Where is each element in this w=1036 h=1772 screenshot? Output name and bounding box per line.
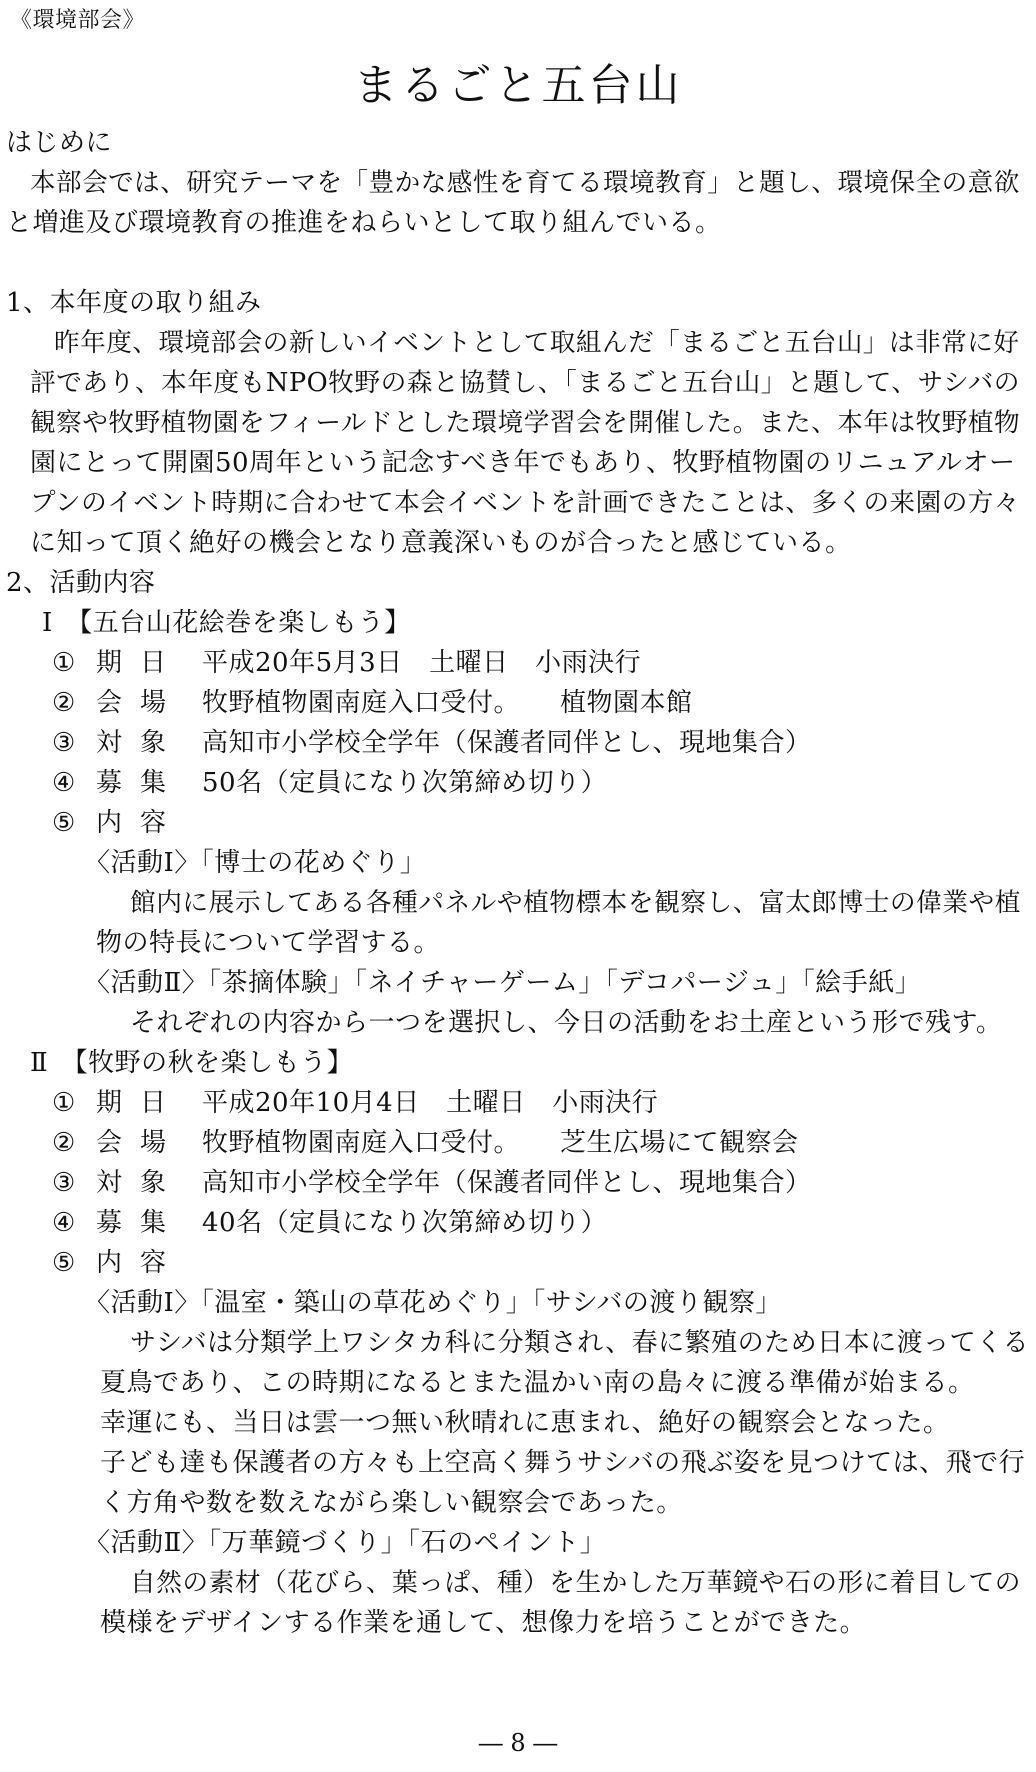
section1-line: 観察や牧野植物園をフィールドとした環境学習会を開催した。また、本年は牧野植物 (30, 408, 1021, 438)
section1-line: プンのイベント時期に合わせて本会イベントを計画できたことは、多くの来園の方々 (30, 488, 1020, 518)
item-value: 牧野植物園南庭入口受付。 芝生広場にて観察会 (202, 1128, 799, 1158)
item-number: ④ (52, 768, 76, 798)
item-key: 募集 (96, 768, 185, 798)
item-number: ③ (52, 728, 76, 758)
intro-line: 本部会では、研究テーマを「豊かな感性を育てる環境教育」と題し、環境保全の意欲 (30, 168, 1020, 198)
item-number: ① (52, 1088, 76, 1118)
item-number: ④ (52, 1208, 76, 1238)
event1-activity2-heading: 〈活動Ⅱ〉「茶摘体験」「ネイチャーゲーム」「デコパージュ」「絵手紙」 (84, 968, 922, 998)
item-key: 期日 (96, 1088, 185, 1118)
section1-line: 園にとって開園50周年という記念すべき年でもあり、牧野植物園のリニュアルオー (30, 448, 1016, 478)
event2-activity1-line: 夏鳥であり、この時期になるとまた温かい南の島々に渡る準備が始まる。 (100, 1368, 975, 1398)
page-title: まるごと五台山 (353, 60, 683, 111)
event2-heading: Ⅱ 【牧野の秋を楽しもう】 (30, 1048, 354, 1078)
item-value: 牧野植物園南庭入口受付。 植物園本館 (202, 688, 693, 718)
event1-heading: Ⅰ 【五台山花絵巻を楽しもう】 (42, 608, 411, 638)
event1-activity1-line: 物の特長について学習する。 (96, 928, 440, 958)
section2-heading: 2、活動内容 (6, 568, 156, 598)
event2-activity1-line: サシバは分類学上ワシタカ科に分類され、春に繁殖のため日本に渡ってくる (130, 1328, 1030, 1358)
item-value: 平成20年5月3日 土曜日 小雨決行 (202, 648, 642, 678)
event2-item-content (52, 1246, 202, 1280)
event2-activity2-line: 自然の素材（花びら、葉っぱ、種）を生かした万華鏡や石の形に着目しての (130, 1568, 1021, 1598)
section1-line: 評であり、本年度もNPO牧野の森と協賛し、「まるごと五台山」と題して、サシバの (30, 368, 1020, 398)
item-value: 40名（定員になり次第締め切り） (202, 1208, 608, 1238)
event1-activity2-line: それぞれの内容から一つを選択し、今日の活動をお土産という形で残す。 (130, 1008, 1003, 1038)
item-number: ② (52, 688, 76, 718)
item-key: 対象 (96, 1168, 185, 1198)
intro-heading: はじめに (6, 128, 113, 158)
event2-activity1-heading: 〈活動Ⅰ〉「温室・築山の草花めぐり」「サシバの渡り観察」 (84, 1288, 782, 1318)
event2-activity1-line: く方角や数を数えながら楽しい観察会であった。 (100, 1488, 683, 1518)
event1-item-content (52, 806, 202, 840)
item-key: 期日 (96, 648, 185, 678)
section1-heading: 1、本年度の取り組み (6, 288, 262, 318)
section1-line: に知って頂く絶好の機会となり意義深いものが合ったと感じている。 (30, 528, 852, 558)
item-key: 内容 (96, 1248, 185, 1278)
item-number: ⑤ (52, 808, 76, 838)
event1-item-recruit (52, 766, 607, 800)
section1-line: 昨年度、環境部会の新しいイベントとして取組んだ「まるごと五台山」は非常に好 (54, 328, 1020, 358)
event2-item-recruit (52, 1206, 607, 1240)
event1-activity1-line: 館内に展示してある各種パネルや植物標本を観察し、富太郎博士の偉業や植 (130, 888, 1021, 918)
item-key: 会場 (96, 688, 185, 718)
item-value: 50名（定員になり次第締め切り） (202, 768, 608, 798)
item-number: ② (52, 1128, 76, 1158)
event1-item-target (52, 726, 812, 760)
event2-item-target (52, 1166, 812, 1200)
item-value: 高知市小学校全学年（保護者同伴とし、現地集合） (202, 728, 812, 758)
event2-item-date (52, 1086, 658, 1120)
intro-line: と増進及び環境教育の推進をねらいとして取り組んでいる。 (6, 208, 722, 238)
event1-activity1-heading: 〈活動Ⅰ〉「博士の花めぐり」 (84, 848, 427, 878)
item-key: 募集 (96, 1208, 185, 1238)
item-key: 会場 (96, 1128, 185, 1158)
event2-activity2-heading: 〈活動Ⅱ〉「万華鏡づくり」「石のペイント」 (84, 1528, 607, 1558)
item-number: ⑤ (52, 1248, 76, 1278)
event2-activity1-line: 子ども達も保護者の方々も上空高く舞うサシバの飛ぶ姿を見つけては、飛で行 (100, 1448, 1026, 1478)
item-number: ③ (52, 1168, 76, 1198)
section-tag: 《環境部会》 (10, 8, 146, 33)
event1-item-date (52, 646, 641, 680)
event2-activity2-line: 模様をデザインする作業を通して、想像力を培うことができた。 (100, 1608, 867, 1638)
page-number: ― 8 ― (478, 1729, 558, 1757)
event2-activity1-line: 幸運にも、当日は雲一つ無い秋晴れに恵まれ、絶好の観察会となった。 (100, 1408, 950, 1438)
item-number: ① (52, 648, 76, 678)
item-key: 対象 (96, 728, 185, 758)
item-value: 高知市小学校全学年（保護者同伴とし、現地集合） (202, 1168, 812, 1198)
event1-item-venue (52, 686, 693, 720)
event2-item-venue (52, 1126, 799, 1160)
item-value: 平成20年10月4日 土曜日 小雨決行 (202, 1088, 659, 1118)
item-key: 内容 (96, 808, 185, 838)
